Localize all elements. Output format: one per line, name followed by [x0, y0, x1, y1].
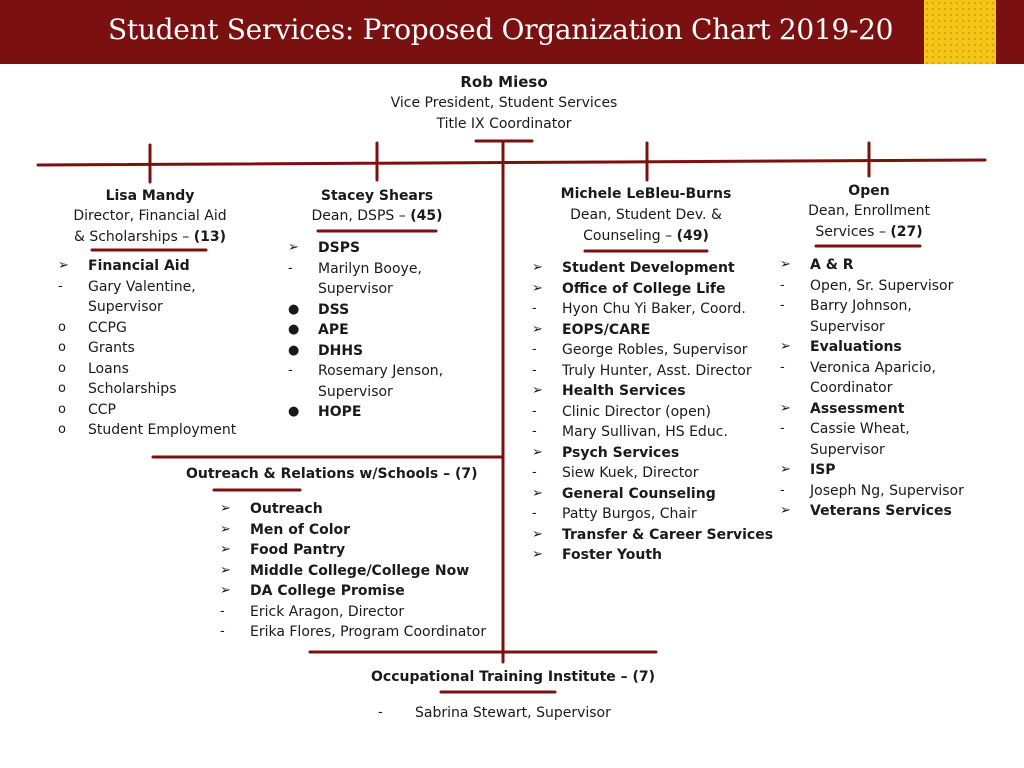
- list-item-label: Marilyn Booye,: [318, 260, 422, 277]
- vp-subtitle: Title IX Coordinator: [436, 116, 572, 132]
- list-item: [780, 460, 964, 481]
- list-item: [780, 358, 964, 379]
- stacey-unit-list: [288, 238, 443, 423]
- list-item: [58, 400, 236, 421]
- main-horizontal-line: [38, 160, 985, 165]
- list-item: [288, 238, 443, 259]
- list-item-label: Supervisor: [318, 281, 393, 297]
- list-item-label: Clinic Director (open): [562, 403, 712, 420]
- open-title: Dean, Enrollment: [808, 203, 930, 219]
- arrow-bullet-icon: ➢: [532, 547, 543, 562]
- list-marker: -: [532, 362, 537, 378]
- list-item: [780, 337, 964, 358]
- list-item-label: Foster Youth: [562, 547, 663, 563]
- arrow-bullet-icon: ➢: [780, 462, 791, 477]
- vp-title: Vice President, Student Services: [390, 95, 618, 111]
- list-item-label: Patty Burgos, Chair: [562, 506, 697, 522]
- lisa-title-2: & Scholarships – (13): [73, 229, 227, 245]
- list-item-label: Assessment: [810, 400, 905, 417]
- list-item-label: Siew Kuek, Director: [562, 465, 699, 481]
- dot-bullet-icon: ●: [288, 404, 300, 419]
- arrow-bullet-icon: ➢: [532, 444, 543, 460]
- list-item-label: HOPE: [318, 404, 362, 420]
- open-name: Open: [848, 183, 890, 199]
- arrow-bullet-icon: ➢: [780, 339, 791, 354]
- list-marker: -: [220, 603, 225, 619]
- list-item: [288, 320, 443, 341]
- open-title-2: Services – (27): [815, 224, 923, 240]
- stacey-title: Dean, DSPS – (45): [311, 208, 443, 224]
- list-marker: o: [58, 340, 66, 355]
- list-item: [532, 340, 773, 361]
- list-item-label: Student Development: [562, 260, 735, 276]
- list-item-label: Evaluations: [810, 339, 902, 355]
- list-item-label: DHHS: [318, 342, 364, 359]
- list-item: [532, 299, 773, 320]
- michele-count: (49): [676, 228, 709, 244]
- michele-title-2: Counseling – (49): [583, 228, 709, 244]
- list-marker: -: [58, 278, 63, 294]
- list-item-label: Mary Sullivan, HS Educ.: [562, 424, 728, 440]
- list-item: [58, 359, 236, 380]
- list-item: [58, 277, 236, 298]
- open-count: (27): [890, 224, 923, 240]
- michele-unit-list: [532, 258, 773, 566]
- list-item-label: Open, Sr. Supervisor: [810, 277, 954, 294]
- list-item-label: Transfer & Career Services: [562, 526, 774, 543]
- list-marker: -: [532, 506, 537, 521]
- list-item-label: Sabrina Stewart, Supervisor: [415, 705, 611, 721]
- list-item: [532, 320, 773, 341]
- list-item: [532, 402, 773, 423]
- list-item: [780, 378, 964, 399]
- list-item-label: George Robles, Supervisor: [562, 342, 748, 358]
- list-item-label: CCP: [88, 401, 116, 418]
- list-item: [532, 443, 773, 464]
- list-item-label: Supervisor: [810, 441, 885, 458]
- list-item-label: Veronica Aparicio,: [810, 359, 936, 376]
- list-item-label: General Counseling: [562, 485, 716, 502]
- list-marker: -: [532, 403, 537, 419]
- list-marker: -: [780, 359, 785, 375]
- list-item-label: Supervisor: [88, 299, 163, 315]
- list-item: [780, 419, 964, 440]
- list-marker: -: [532, 424, 537, 439]
- stacey-count: (45): [410, 208, 443, 224]
- list-item-label: CCPG: [88, 319, 127, 336]
- open-unit-list: [780, 255, 964, 522]
- arrow-bullet-icon: ➢: [780, 503, 791, 518]
- oti-unit-list: [378, 703, 611, 724]
- arrow-bullet-icon: ➢: [220, 542, 231, 557]
- arrow-bullet-icon: ➢: [532, 280, 543, 296]
- list-item: [532, 279, 773, 300]
- list-item-label: Middle College/College Now: [250, 562, 470, 579]
- list-marker: -: [288, 363, 293, 378]
- list-item: [780, 440, 964, 461]
- list-item-label: Coordinator: [810, 380, 893, 396]
- list-item-label: Financial Aid: [88, 258, 190, 274]
- list-item: [532, 422, 773, 443]
- list-item-label: Erika Flores, Program Coordinator: [250, 624, 487, 640]
- arrow-bullet-icon: ➢: [532, 260, 543, 275]
- arrow-bullet-icon: ➢: [220, 583, 231, 598]
- list-item: [532, 381, 773, 402]
- list-item: [780, 501, 964, 522]
- list-item-label: Rosemary Jenson,: [318, 363, 444, 379]
- list-item-label: EOPS/CARE: [562, 321, 651, 338]
- list-item-label: Men of Color: [250, 521, 351, 538]
- list-item: [58, 318, 236, 339]
- list-marker: -: [288, 260, 293, 276]
- list-item-label: Joseph Ng, Supervisor: [810, 482, 964, 499]
- list-item: [288, 341, 443, 362]
- lisa-name: Lisa Mandy: [105, 188, 195, 204]
- list-item: [532, 525, 773, 546]
- dot-bullet-icon: ●: [288, 301, 300, 317]
- list-marker: -: [532, 301, 537, 316]
- list-item-label: Office of College Life: [562, 280, 726, 297]
- list-item: [220, 540, 486, 561]
- list-marker: -: [378, 705, 383, 720]
- list-item-label: Cassie Wheat,: [810, 421, 910, 437]
- list-item-label: Hyon Chu Yi Baker, Coord.: [562, 301, 746, 317]
- list-item-label: DSS: [318, 301, 350, 318]
- oti-title: Occupational Training Institute – (7): [371, 669, 656, 685]
- arrow-bullet-icon: ➢: [780, 257, 791, 272]
- list-item: [58, 256, 236, 277]
- arrow-bullet-icon: ➢: [532, 321, 543, 337]
- arrow-bullet-icon: ➢: [220, 562, 231, 578]
- list-item: [780, 255, 964, 276]
- list-item-label: A & R: [810, 257, 854, 273]
- outreach-unit-list: [220, 499, 486, 643]
- list-item-label: DSPS: [318, 240, 361, 256]
- list-item: [220, 581, 486, 602]
- list-item: [532, 463, 773, 484]
- list-item-label: Loans: [88, 360, 129, 377]
- list-item: [288, 279, 443, 300]
- list-item: [58, 338, 236, 359]
- list-item: [378, 703, 611, 724]
- list-item: [780, 276, 964, 297]
- list-item-label: Scholarships: [88, 381, 177, 397]
- list-item-label: Outreach: [250, 501, 323, 517]
- arrow-bullet-icon: ➢: [532, 383, 543, 398]
- list-item: [58, 379, 236, 400]
- list-item: [288, 382, 443, 403]
- list-item: [780, 481, 964, 502]
- list-item-label: Supervisor: [810, 318, 885, 335]
- list-item: [288, 402, 443, 423]
- vp-name: Rob Mieso: [460, 73, 548, 91]
- page-title: Student Services: Proposed Organization Chart 2019-20: [108, 13, 894, 46]
- lisa-title: Director, Financial Aid: [73, 208, 227, 224]
- list-marker: -: [780, 482, 785, 498]
- list-item: [532, 484, 773, 505]
- list-marker: o: [58, 422, 66, 437]
- list-marker: o: [58, 401, 66, 417]
- arrow-bullet-icon: ➢: [780, 400, 791, 416]
- list-item-label: Gary Valentine,: [88, 278, 196, 295]
- list-item: [288, 259, 443, 280]
- list-item: [220, 520, 486, 541]
- dot-bullet-icon: ●: [288, 342, 300, 358]
- list-marker: -: [532, 465, 537, 480]
- list-item-label: Barry Johnson,: [810, 298, 912, 314]
- list-marker: o: [58, 360, 66, 376]
- list-item: [220, 561, 486, 582]
- list-item: [58, 297, 236, 318]
- list-marker: o: [58, 381, 66, 396]
- list-item-label: Psych Services: [562, 444, 680, 461]
- list-item: [220, 602, 486, 623]
- list-marker: -: [532, 342, 537, 357]
- arrow-bullet-icon: ➢: [220, 521, 231, 537]
- list-item-label: DA College Promise: [250, 583, 405, 599]
- list-item-label: Veterans Services: [810, 503, 952, 519]
- lisa-count: (13): [193, 229, 227, 245]
- lisa-unit-list: [58, 256, 236, 441]
- list-item-label: Grants: [88, 340, 135, 356]
- list-item: [780, 296, 964, 317]
- list-marker: -: [780, 277, 785, 293]
- list-item: [220, 622, 486, 643]
- list-marker: -: [780, 298, 785, 313]
- list-item-label: Student Employment: [88, 422, 237, 438]
- michele-title: Dean, Student Dev. &: [570, 207, 722, 223]
- arrow-bullet-icon: ➢: [58, 258, 69, 273]
- list-item-label: Health Services: [562, 383, 686, 399]
- arrow-bullet-icon: ➢: [220, 501, 231, 516]
- list-item: [288, 300, 443, 321]
- michele-name: Michele LeBleu-Burns: [560, 186, 732, 202]
- list-item: [288, 361, 443, 382]
- outreach-title: Outreach & Relations w/Schools – (7): [186, 466, 478, 482]
- list-item: [780, 317, 964, 338]
- arrow-bullet-icon: ➢: [288, 240, 299, 255]
- list-marker: -: [220, 624, 225, 639]
- list-item-label: ISP: [810, 462, 836, 478]
- list-item-label: APE: [318, 322, 349, 338]
- list-marker: o: [58, 319, 66, 335]
- list-item: [58, 420, 236, 441]
- dot-bullet-icon: ●: [288, 322, 300, 337]
- list-item-label: Supervisor: [318, 383, 393, 400]
- list-item: [532, 504, 773, 525]
- list-item: [532, 258, 773, 279]
- list-item: [780, 399, 964, 420]
- list-item: [532, 545, 773, 566]
- list-marker: -: [780, 421, 785, 436]
- arrow-bullet-icon: ➢: [532, 526, 543, 542]
- list-item: [532, 361, 773, 382]
- list-item-label: Truly Hunter, Asst. Director: [562, 362, 752, 379]
- arrow-bullet-icon: ➢: [532, 485, 543, 501]
- list-item: [220, 499, 486, 520]
- stacey-name: Stacey Shears: [320, 188, 434, 204]
- list-item-label: Food Pantry: [250, 542, 346, 558]
- list-item-label: Erick Aragon, Director: [250, 603, 405, 620]
